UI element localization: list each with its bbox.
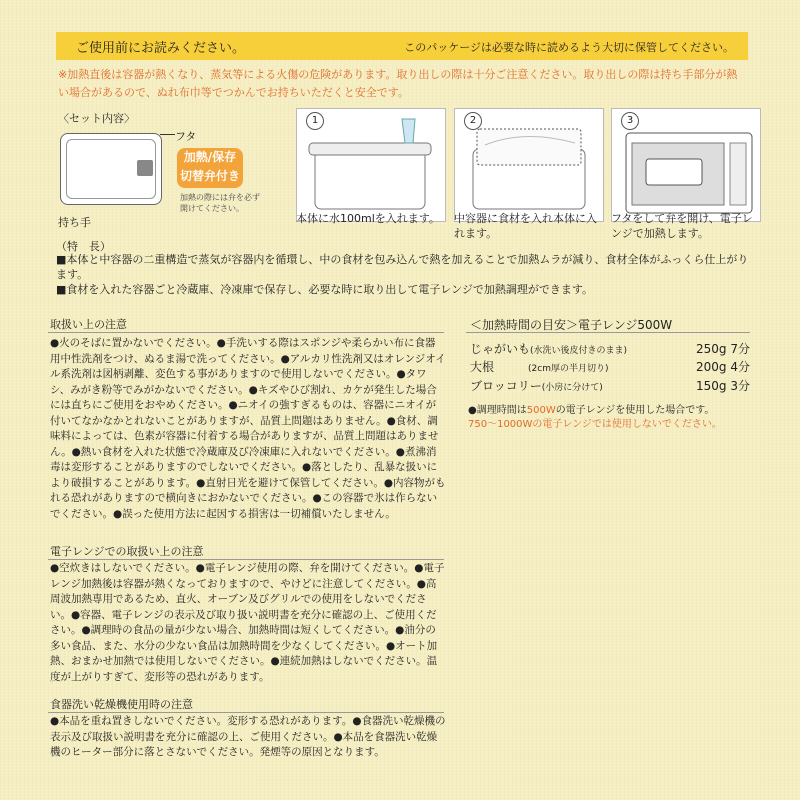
set-contents-title: 〈セット内容〉: [58, 112, 135, 125]
step3-text: フタをして弁を開け、電子レンジで加熱します。: [611, 212, 753, 240]
header-title: ご使用前にお読みください。: [76, 41, 246, 56]
dishwasher-title: 食器洗い乾燥機使用時の注意: [50, 698, 193, 711]
badge-line1: 加熱/保存: [183, 150, 237, 164]
heating-divider: [466, 332, 750, 333]
step3-number: 3: [621, 112, 639, 130]
food-amount-time: 150g 3分: [696, 379, 750, 393]
microwave-text: ●空炊きはしないでください。●電子レンジ使用の際、弁を開けてください。●電子レンジ加熱後は容器が熱くなっておりますので、やけどに注意してください。●高周波加熱専用であるため、直火、オーブン及びグリルでの使用をしないでください。●容器、電子レンジの表示及び取り扱い説明書を充分に確認の上、ご使用ください。●調理時の食品の量が少ない場合、加熱時間は短くしてください。●油分の多い食品、また、水分の少ない食品は加熱時間を少なくしてください。●オート加熱、おまかせ加熱では使用しないでください。●連続加熱はしないでください。温度が上がりすぎて、変形等の恐れがあります。: [50, 562, 445, 683]
lid-pointer: [160, 134, 175, 135]
food-name: 大根: [470, 360, 495, 374]
step1-text: 本体に水100mlを入れます。: [296, 212, 440, 225]
handling-divider: [48, 332, 444, 333]
lid-label: フタ: [175, 130, 197, 143]
warning-text: ※加熱直後は容器が熱くなり、蒸気等による火傷の危険があります。取り出しの際は十分ご注意ください。取り出しの際は持ち手部分が熱い場合があるので、ぬれ布巾等でつかんでお持ちいただくと安全です。: [58, 68, 738, 99]
handle-label: 持ち手: [58, 216, 91, 229]
heating-row-broccoli: [470, 377, 750, 394]
heating-note-2: 750～1000Wの電子レンジでは使用しないでください。: [468, 419, 722, 430]
microwave-divider: [48, 559, 444, 560]
food-name: じゃがいも: [470, 342, 531, 356]
valve-note: [180, 192, 260, 214]
food-amount-time: 250g 7分: [696, 342, 750, 356]
food-note: (2cm厚の半月切り): [528, 364, 609, 374]
features-title: （特 長）: [56, 240, 111, 253]
food-name: ブロッコリー: [470, 379, 542, 393]
heating-title: ＜加熱時間の目安＞電子レンジ500W: [470, 318, 673, 332]
handling-text: ●火のそばに置かないでください。●手洗いする際はスポンジや柔らかい布に食器用中性洗剤をつけ、ぬるま湯で洗ってください。●アルカリ性洗剤又はオレンジオイル系洗剤は図柄剥離、変色する事がありますので使用しないでください。●タワシ、みがき粉等でみがかないでください。●キズやひび割れ、カケが発生した場合には直ちにご使用をおやめください。●ニオイの強すぎるものは、容器にニオイが付いてなかなかとれないことがありますが、品質上問題はありません。●食材、調味料によっては、色素が容器に付着する場合がありますが、品質上問題はありません。●熱い食材を入れた状態で冷蔵庫及び冷凍庫に入れないでください。●煮沸消毒は変形することがありますのでしないでください。●落としたり、乱暴な扱いにより破損することがあります。●直射日光を避けて保管してください。●内容物がもれる恐れがありますので横向きにおかないでください。●この容器で氷は作らないでください。●誤った使用方法に起因する損害は一切補償いたしません。: [50, 337, 446, 520]
heating-row-daikon: [470, 358, 750, 375]
step1-number: 1: [306, 112, 324, 130]
dishwasher-divider: [48, 712, 444, 713]
heating-note-1a: ●調理時間は: [468, 405, 527, 416]
heating-note-1c: の電子レンジを使用した場合です。: [555, 405, 715, 416]
heating-note-1b: 500W: [526, 405, 556, 416]
badge-line2: 切替弁付き: [179, 169, 240, 183]
valve-note-line2: 開けてください。: [180, 204, 244, 213]
valve-icon: [137, 160, 153, 176]
header-note: このパッケージは必要な時に読めるよう大切に保管してください。: [404, 41, 734, 54]
food-amount-time: 200g 4分: [696, 360, 750, 374]
step2-number: 2: [464, 112, 482, 130]
feature-1: ■本体と中容器の二重構造で蒸気が容器内を循環し、中の食材を包み込んで熱を加えることで加熱ムラが減り、食材全体がふっくら仕上がります。: [56, 253, 749, 281]
microwave-title: 電子レンジでの取扱い上の注意: [50, 545, 204, 558]
handling-title: 取扱い上の注意: [50, 318, 127, 331]
step2-text: 中容器に食材を入れ本体に入れます。: [454, 212, 597, 240]
features-text: [56, 252, 750, 297]
heating-row-potato: [470, 340, 750, 357]
food-note: (小房に分けて): [541, 383, 603, 393]
food-note: (水洗い後皮付きのまま): [530, 346, 628, 356]
dishwasher-text: ●本品を重ね置きしないでください。変形する恐れがあります。●食器洗い乾燥機の表示及び取扱い説明書を充分に確認の上、ご使用ください。●本品を食器洗い乾燥機のヒーター部分に落とさないでください。発煙等の原因となります。: [50, 715, 446, 758]
feature-2: ■食材を入れた容器ごと冷蔵庫、冷凍庫で保存し、必要な時に取り出して電子レンジで加熱調理ができます。: [56, 283, 593, 296]
heating-note-1: [468, 404, 768, 418]
valve-note-line1: 加熱の際には弁を必ず: [180, 193, 260, 202]
valve-badge: [177, 148, 243, 188]
heating-note: [468, 404, 768, 432]
